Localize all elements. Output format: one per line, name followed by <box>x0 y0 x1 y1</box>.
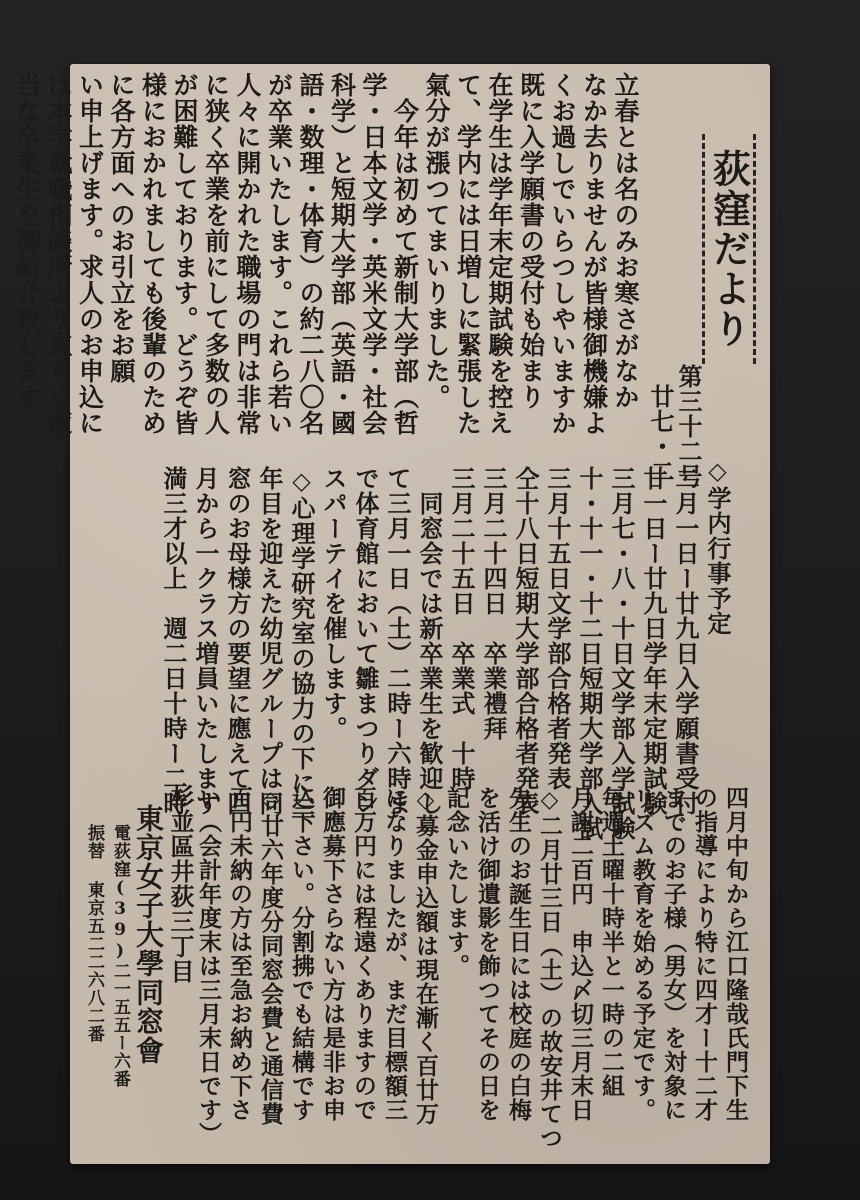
phone-line: 電荻窪(39)二一五五ー六番 <box>110 824 130 1088</box>
intro-line: に狭く卒業を前にして多数の人 <box>201 72 231 436</box>
bottom-line: になりましたが、まだ目標額三 <box>381 786 408 1122</box>
events-line: スパーテイを催します。 <box>319 466 348 741</box>
intro-line: 立春とは名のみお寒さがなか <box>611 72 640 410</box>
bottom-line: ◇募金申込額は現在漸く百廿万 <box>412 786 439 1126</box>
org-name: 東京女子大學同窓會 <box>132 804 165 1065</box>
bottom-line: の指導により特に四才ー十二才 <box>691 786 718 1122</box>
bottom-line: までのお子様（男女）を対象に <box>660 786 687 1122</box>
intro-line: 人々に開かれた職場の門は非常 <box>233 72 262 436</box>
events-line: ◇学内行事予定 <box>703 456 732 636</box>
intro-line: 学・日本文学・英米文学・社会 <box>359 72 388 436</box>
intro-line: 様におかれましても後輩のため <box>138 72 168 436</box>
events-line: 三月七・八・十日文学部入学試験 <box>607 466 636 841</box>
bottom-line: ◇廿六年度分同窓会費と通信費 <box>257 786 284 1126</box>
intro-line: 語・数理・体育）の約二八〇名 <box>296 72 325 436</box>
intro-line: い申上げます。求人のお申込に <box>75 72 105 436</box>
intro-line: は本学就職相談所より直ちに適 <box>44 72 73 436</box>
events-line: 二月一日ー廿九日入学願書受付 <box>671 466 700 816</box>
bottom-line: 先生のお誕生日には校庭の白梅 <box>505 786 532 1122</box>
bottom-line: を活け御遺影を飾つてその日を <box>474 786 501 1122</box>
issue-number: 第三十二号 <box>674 364 703 489</box>
intro-line: に各方面へのお引立をお願 <box>107 72 136 384</box>
intro-line: 当な卒業生を御紹介致します。 <box>12 72 42 436</box>
bottom-line: ◇二月廿三日（土）の故安井てつ <box>536 786 563 1150</box>
intro-line: 既に入学願書の受付も始まり <box>516 72 546 410</box>
events-line: 廿一日ー廿九日学年末定期試験 <box>639 466 668 816</box>
masthead-frame <box>702 134 756 364</box>
address-line: 杉並區井荻三丁目 <box>166 784 195 984</box>
events-line: 仝十八日短期大学部合格者発表 <box>511 466 540 816</box>
bottom-line: い（会計年度末は三月末日です） <box>195 786 222 1146</box>
issue-date: 廿七・二 <box>646 384 675 484</box>
intro-line: 今年は初めて新制大学部（哲 <box>390 98 420 436</box>
events-line: 三月二十四日 卒業禮拜 <box>479 466 508 741</box>
events-line: 十・十一・十二日短期大学部入試 <box>575 466 604 841</box>
intro-line: 在学生は学年末定期試験を控え <box>485 72 514 436</box>
bottom-line: リズム教育を始める予定です。 <box>629 786 656 1122</box>
events-line: ◇心理学研究室の協力の下に三 <box>287 466 316 821</box>
bottom-line: 毎週土曜十時半と一時の二組 <box>598 786 625 1098</box>
intro-line: が困難しております。どうぞ皆 <box>170 72 199 436</box>
events-line: で体育館において雛まつりダン <box>351 466 380 816</box>
bottom-line: 記念いたします。 <box>443 786 470 978</box>
events-line: 満三才以上 週二日十時ー二時 <box>159 466 188 816</box>
transfer-line: 振替 東京五二二六八二番 <box>84 824 104 1043</box>
intro-line: くお過しでいらつしやいますか <box>548 72 577 436</box>
intro-line: 科学）と短期大学部（英語・國 <box>327 72 357 436</box>
bottom-line: 御應募下さらない方は是非お申 <box>319 786 346 1122</box>
intro-line: 氣分が漲つてまいりました。 <box>422 72 451 410</box>
bottom-line: 百円未納の方は至急お納め下さ <box>226 786 253 1122</box>
events-line: 同窓会では新卒業生を歓迎し <box>415 466 444 816</box>
events-line: 三月二十五日 卒業式 十時 <box>447 466 476 791</box>
bottom-line: 百万円には程遠くありますので <box>350 786 377 1122</box>
newsletter-card <box>12 64 770 1164</box>
events-line: 窓のお母様方の要望に應えて四 <box>223 466 252 816</box>
events-line: 三月十五日文学部合格者発表 <box>543 466 572 791</box>
intro-line: なか去りませんが皆様御機嫌よ <box>579 72 609 436</box>
events-line: 年目を迎えた幼児グループは同 <box>255 466 284 816</box>
intro-line: て、学内には日増しに緊張した <box>453 72 483 436</box>
events-line: て三月一日（土）二時ー六時ま <box>383 466 412 816</box>
intro-line: が卒業いたします。これら若い <box>264 72 294 436</box>
bottom-line: 四月中旬から江口隆哉氏門下生 <box>722 786 749 1122</box>
bottom-line: 込下さい。分割拂でも結構です <box>288 786 315 1122</box>
bottom-line: 月謝二百円 申込〆切三月末日 <box>567 786 594 1122</box>
newsletter-title: 荻窪だより <box>706 149 752 349</box>
events-line: 月から一クラス増員いたします <box>191 466 220 816</box>
